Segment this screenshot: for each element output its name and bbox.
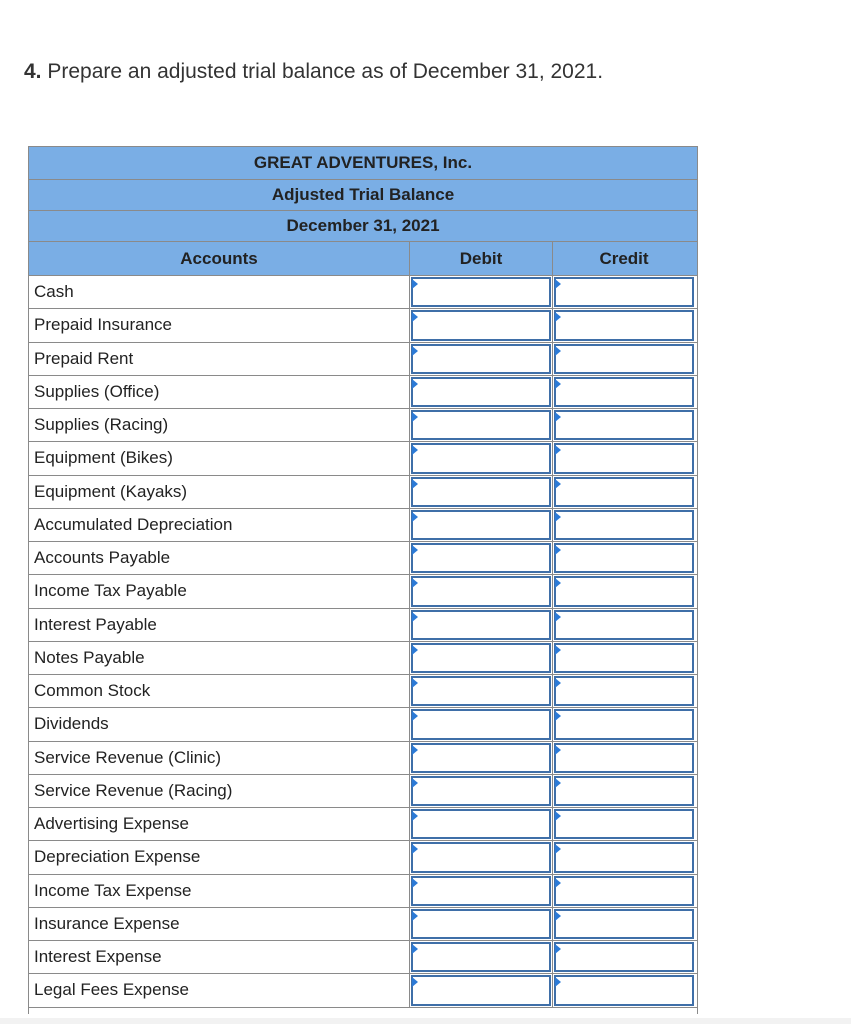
debit-cell	[410, 908, 553, 940]
account-name: Advertising Expense	[29, 808, 410, 840]
credit-cell	[553, 575, 695, 607]
debit-input[interactable]	[411, 477, 551, 507]
table-row	[29, 941, 697, 974]
debit-input[interactable]	[411, 643, 551, 673]
cell-marker-icon	[555, 512, 561, 522]
question-text: Prepare an adjusted trial balance as of December 31, 2021.	[47, 60, 604, 83]
account-name: Supplies (Racing)	[29, 409, 410, 441]
account-name: Equipment (Kayaks)	[29, 476, 410, 508]
debit-cell	[410, 276, 553, 308]
cell-marker-icon	[412, 811, 418, 821]
debit-input[interactable]	[411, 842, 551, 872]
debit-cell	[410, 775, 553, 807]
account-name: Notes Payable	[29, 642, 410, 674]
cell-marker-icon	[555, 911, 561, 921]
account-name: Interest Expense	[29, 941, 410, 973]
account-name: Equipment (Bikes)	[29, 442, 410, 474]
credit-input[interactable]	[554, 975, 694, 1005]
cell-marker-icon	[412, 745, 418, 755]
credit-input[interactable]	[554, 377, 694, 407]
cell-marker-icon	[555, 811, 561, 821]
cell-marker-icon	[412, 445, 418, 455]
account-name: Depreciation Expense	[29, 841, 410, 873]
account-name: Accounts Payable	[29, 542, 410, 574]
debit-input[interactable]	[411, 709, 551, 739]
credit-cell	[553, 276, 695, 308]
debit-input[interactable]	[411, 310, 551, 340]
cell-marker-icon	[412, 479, 418, 489]
debit-cell	[410, 675, 553, 707]
table-row	[29, 343, 697, 376]
credit-input[interactable]	[554, 277, 694, 307]
debit-cell	[410, 875, 553, 907]
credit-cell	[553, 509, 695, 541]
debit-input[interactable]	[411, 576, 551, 606]
credit-cell	[553, 808, 695, 840]
cell-marker-icon	[555, 578, 561, 588]
cell-marker-icon	[412, 911, 418, 921]
cell-marker-icon	[412, 711, 418, 721]
cell-marker-icon	[555, 844, 561, 854]
table-row	[29, 409, 697, 442]
debit-cell	[410, 542, 553, 574]
table-row	[29, 609, 697, 642]
debit-cell	[410, 343, 553, 375]
account-name: Accumulated Depreciation	[29, 509, 410, 541]
debit-input[interactable]	[411, 809, 551, 839]
table-row	[29, 908, 697, 941]
table-row	[29, 442, 697, 475]
debit-input[interactable]	[411, 610, 551, 640]
debit-cell	[410, 409, 553, 441]
cell-marker-icon	[412, 512, 418, 522]
debit-input[interactable]	[411, 277, 551, 307]
account-name: Service Revenue (Racing)	[29, 775, 410, 807]
account-name: Service Revenue (Clinic)	[29, 742, 410, 774]
cell-marker-icon	[412, 545, 418, 555]
credit-input[interactable]	[554, 909, 694, 939]
credit-cell	[553, 941, 695, 973]
debit-input[interactable]	[411, 377, 551, 407]
cell-marker-icon	[412, 944, 418, 954]
debit-cell	[410, 642, 553, 674]
cell-marker-icon	[555, 977, 561, 987]
cell-marker-icon	[555, 645, 561, 655]
cell-marker-icon	[555, 778, 561, 788]
cell-marker-icon	[412, 312, 418, 322]
account-name: Prepaid Insurance	[29, 309, 410, 341]
credit-cell	[553, 343, 695, 375]
credit-input[interactable]	[554, 709, 694, 739]
account-name: Interest Payable	[29, 609, 410, 641]
cell-marker-icon	[555, 346, 561, 356]
table-row	[29, 575, 697, 608]
cell-marker-icon	[555, 612, 561, 622]
cell-marker-icon	[412, 412, 418, 422]
credit-input[interactable]	[554, 676, 694, 706]
accounts-column-header: Accounts	[29, 242, 410, 275]
question-number: 4.	[24, 60, 42, 83]
company-name: GREAT ADVENTURES, Inc.	[29, 146, 697, 180]
debit-cell	[410, 476, 553, 508]
cell-marker-icon	[412, 878, 418, 888]
credit-input[interactable]	[554, 477, 694, 507]
cell-marker-icon	[555, 279, 561, 289]
cell-marker-icon	[412, 346, 418, 356]
debit-cell	[410, 941, 553, 973]
table-row	[29, 742, 697, 775]
report-title: Adjusted Trial Balance	[29, 179, 697, 211]
credit-input[interactable]	[554, 610, 694, 640]
debit-cell	[410, 309, 553, 341]
credit-input[interactable]	[554, 643, 694, 673]
credit-input[interactable]	[554, 876, 694, 906]
debit-input[interactable]	[411, 543, 551, 573]
credit-cell	[553, 609, 695, 641]
account-name: Common Stock	[29, 675, 410, 707]
credit-input[interactable]	[554, 310, 694, 340]
debit-input[interactable]	[411, 975, 551, 1005]
table-row	[29, 542, 697, 575]
credit-cell	[553, 742, 695, 774]
credit-input[interactable]	[554, 942, 694, 972]
debit-input[interactable]	[411, 443, 551, 473]
account-name: Supplies (Office)	[29, 376, 410, 408]
debit-cell	[410, 575, 553, 607]
table-row	[29, 376, 697, 409]
cell-marker-icon	[555, 312, 561, 322]
cell-marker-icon	[412, 578, 418, 588]
credit-cell	[553, 875, 695, 907]
cell-marker-icon	[412, 612, 418, 622]
credit-input[interactable]	[554, 743, 694, 773]
cell-marker-icon	[555, 678, 561, 688]
credit-cell	[553, 409, 695, 441]
account-name: Prepaid Rent	[29, 343, 410, 375]
table-row	[29, 875, 697, 908]
account-name: Insurance Expense	[29, 908, 410, 940]
column-header-row	[29, 242, 697, 276]
table-row	[29, 974, 697, 1007]
credit-cell	[553, 708, 695, 740]
cell-marker-icon	[412, 279, 418, 289]
debit-input[interactable]	[411, 510, 551, 540]
credit-input[interactable]	[554, 510, 694, 540]
account-name: Income Tax Expense	[29, 875, 410, 907]
credit-column-header: Credit	[599, 248, 649, 268]
table-row	[29, 276, 697, 309]
debit-cell	[410, 509, 553, 541]
account-name: Income Tax Payable	[29, 575, 410, 607]
debit-cell	[410, 376, 553, 408]
credit-cell	[553, 675, 695, 707]
account-rows	[29, 276, 697, 1008]
debit-input[interactable]	[411, 676, 551, 706]
credit-cell	[553, 974, 695, 1006]
table-row	[29, 476, 697, 509]
credit-cell	[553, 309, 695, 341]
credit-cell	[553, 442, 695, 474]
cell-marker-icon	[412, 778, 418, 788]
credit-cell	[553, 642, 695, 674]
table-row	[29, 642, 697, 675]
credit-input[interactable]	[554, 410, 694, 440]
credit-cell	[553, 775, 695, 807]
cell-marker-icon	[555, 412, 561, 422]
credit-input[interactable]	[554, 576, 694, 606]
cell-marker-icon	[555, 445, 561, 455]
credit-input[interactable]	[554, 443, 694, 473]
cell-marker-icon	[555, 745, 561, 755]
account-name: Dividends	[29, 708, 410, 740]
debit-input[interactable]	[411, 776, 551, 806]
credit-cell	[553, 376, 695, 408]
credit-cell	[553, 908, 695, 940]
debit-input[interactable]	[411, 743, 551, 773]
table-row	[29, 808, 697, 841]
credit-input[interactable]	[554, 776, 694, 806]
cell-marker-icon	[412, 678, 418, 688]
cell-marker-icon	[412, 844, 418, 854]
cell-marker-icon	[412, 379, 418, 389]
report-date: December 31, 2021	[29, 210, 697, 242]
cell-marker-icon	[412, 645, 418, 655]
debit-cell	[410, 442, 553, 474]
credit-cell	[553, 476, 695, 508]
credit-cell	[553, 841, 695, 873]
credit-input[interactable]	[554, 543, 694, 573]
debit-input[interactable]	[411, 909, 551, 939]
table-row	[29, 708, 697, 741]
debit-cell	[410, 609, 553, 641]
table-row	[29, 675, 697, 708]
debit-cell	[410, 808, 553, 840]
question-heading	[24, 60, 603, 84]
cell-marker-icon	[555, 479, 561, 489]
credit-input[interactable]	[554, 809, 694, 839]
cell-marker-icon	[555, 944, 561, 954]
table-row	[29, 841, 697, 874]
account-name: Legal Fees Expense	[29, 974, 410, 1006]
account-name: Cash	[29, 276, 410, 308]
debit-cell	[410, 974, 553, 1006]
cell-marker-icon	[555, 545, 561, 555]
trial-balance-table	[28, 146, 698, 1014]
table-row	[29, 509, 697, 542]
debit-cell	[410, 742, 553, 774]
debit-input[interactable]	[411, 942, 551, 972]
table-row	[29, 309, 697, 342]
debit-input[interactable]	[411, 876, 551, 906]
debit-input[interactable]	[411, 410, 551, 440]
table-row	[29, 775, 697, 808]
cell-marker-icon	[555, 711, 561, 721]
debit-cell	[410, 708, 553, 740]
page-bottom-bar	[0, 1018, 851, 1024]
debit-column-header: Debit	[410, 242, 553, 275]
cell-marker-icon	[555, 379, 561, 389]
credit-input[interactable]	[554, 842, 694, 872]
debit-cell	[410, 841, 553, 873]
cell-marker-icon	[555, 878, 561, 888]
credit-input[interactable]	[554, 344, 694, 374]
cell-marker-icon	[412, 977, 418, 987]
debit-input[interactable]	[411, 344, 551, 374]
credit-cell	[553, 542, 695, 574]
